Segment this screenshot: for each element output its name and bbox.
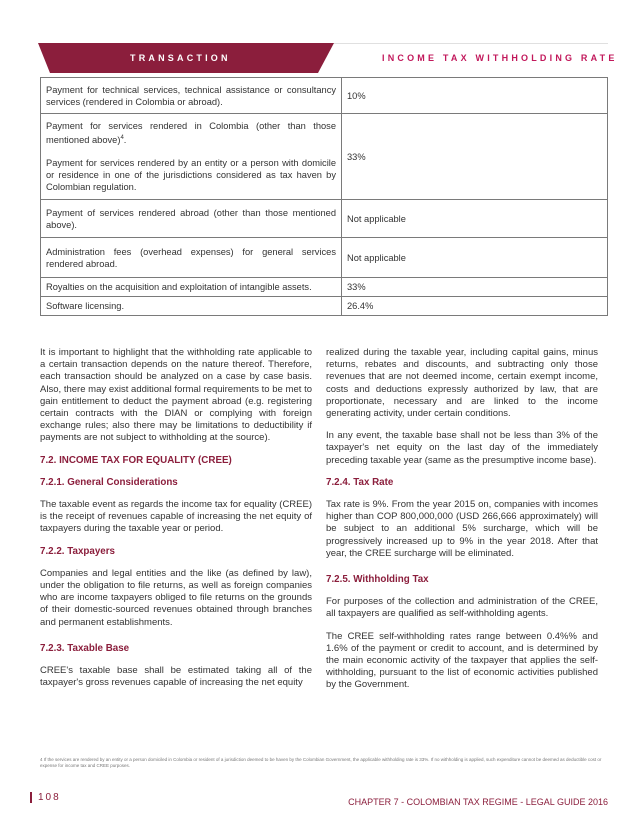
header-transaction-label: TRANSACTION [130,53,231,63]
section-heading-withholding: 7.2.5. Withholding Tax [326,574,429,586]
table-cell-rate: 33% [342,278,608,297]
taxable-base-continued: realized during the taxable year, including capital gains, minus returns, rebates and discounts, and subtracting only those revenues that are not deemed income, certain exempt income, costs and deductions expressly authorized by law, that are proportionate, necessary and are linked to the income generating activity, under certain conditions. [326,347,598,420]
table-row [41,238,608,278]
table-row [41,200,608,238]
footnote: 4 If the services are rendered by an entity or a person domiciled in Colombia or resident of a jurisdiction deemed to be haven by the Colombian Government, the applicable withholding rate is 33%. If no withholding is applied, such expenditure cannot be deemed as deductible cost or expense for income tax and CREE purposes. [40,757,602,768]
table-row [41,297,608,316]
table-cell-transaction: Royalties on the acquisition and exploitation of intangible assets. [41,278,342,297]
table-cell-transaction [41,114,342,200]
footer-chapter-title: CHAPTER 7 - COLOMBIAN TAX REGIME - LEGAL GUIDE 2016 [348,797,608,807]
table-cell-transaction: Payment for technical services, technical assistance or consultancy services (rendered in Colombia or abroad). [41,78,342,114]
section-heading-tax-rate: 7.2.4. Tax Rate [326,476,394,488]
intro-paragraph: It is important to highlight that the withholding rate applicable to a certain transaction depends on the nature thereof. Therefore, each transaction should be analyzed on a case by case basis. Also, there may exist additional formal requirements to be met to gain entitlement to deduct the payment abroad (e.g. registering certain contracts with the DIAN or complying with foreign exchange rules; also there may be limitations to deductibility if payments are not subject to withholding at the source). [40,347,312,444]
table-row [41,78,608,114]
table-cell-transaction: Administration fees (overhead expenses) for general services rendered abroad. [41,238,342,278]
right-column [326,347,598,702]
table-row [41,114,608,200]
table-cell-text: Payment for services rendered in Colombia (other than those mentioned above) [46,121,336,146]
withholding-rates-paragraph: The CREE self-withholding rates range between 0.4%% and 1.6% of the payment or credit to account, and is determined by the main economic activity of the taxpayer that applies the self-withholding, pursuant to the list of economic activities published by the Government. [326,630,598,691]
table-cell-transaction: Payment of services rendered abroad (other than those mentioned above). [41,200,342,238]
table-cell-rate: 10% [342,78,608,114]
tax-rate-paragraph: Tax rate is 9%. From the year 2015 on, companies with incomes higher than COP 800,000,000 (USD 266,666 approximately) will be subject to an additional 5% surcharge, which will be progressively increased up to 9% in the year 2018. After that year, the CREE surcharge will be eliminated. [326,499,598,559]
table-row [41,278,608,297]
table-cell-rate: 26.4% [342,297,608,316]
section-heading-taxable-base: 7.2.3. Taxable Base [40,642,130,654]
withholding-paragraph: For purposes of the collection and administration of the CREE, all taxpayers are qualified as self-withholding agents. [326,596,598,620]
left-column [40,347,312,699]
table-cell-rate: 33% [342,114,608,200]
section-heading-taxpayers: 7.2.2. Taxpayers [40,545,115,557]
table-cell-rate: Not applicable [342,238,608,278]
table-cell-rate: Not applicable [342,200,608,238]
table-cell-transaction: Software licensing. [41,297,342,316]
taxable-base-paragraph: CREE's taxable base shall be estimated taking all of the taxpayer's gross revenues capable of increasing the net equity [40,665,312,689]
general-paragraph: The taxable event as regards the income tax for equality (CREE) is the receipt of revenues capable of increasing the net equity of taxpayers during the taxable year or period. [40,499,312,535]
page-number: 108 [30,792,61,803]
footnote-ref: 4 [120,135,124,142]
table-cell-text: . [123,135,127,146]
taxpayers-paragraph: Companies and legal entities and the like (as defined by law), under the obligation to file returns, as well as foreign companies who are income taxpayers obliged to file returns on the grounds of their domestic-sourced revenues obtained through branches and permanent establishments. [40,567,312,628]
taxable-base-minimum: In any event, the taxable base shall not be less than 3% of the taxpayer's net equity on the last day of the immediately preceding taxable year (same as the presumptive income base). [326,430,598,466]
withholding-rate-table [40,77,608,316]
section-heading-cree: 7.2. INCOME TAX FOR EQUALITY (CREE) [40,454,232,466]
header-rate-label: INCOME TAX WITHHOLDING RATE [382,53,618,63]
table-cell-text: Payment for services rendered by an entity or a person with domicile or residence in one of the jurisdictions considered as tax haven by Colombian regulation. [46,157,336,192]
section-heading-general: 7.2.1. General Considerations [40,476,178,488]
